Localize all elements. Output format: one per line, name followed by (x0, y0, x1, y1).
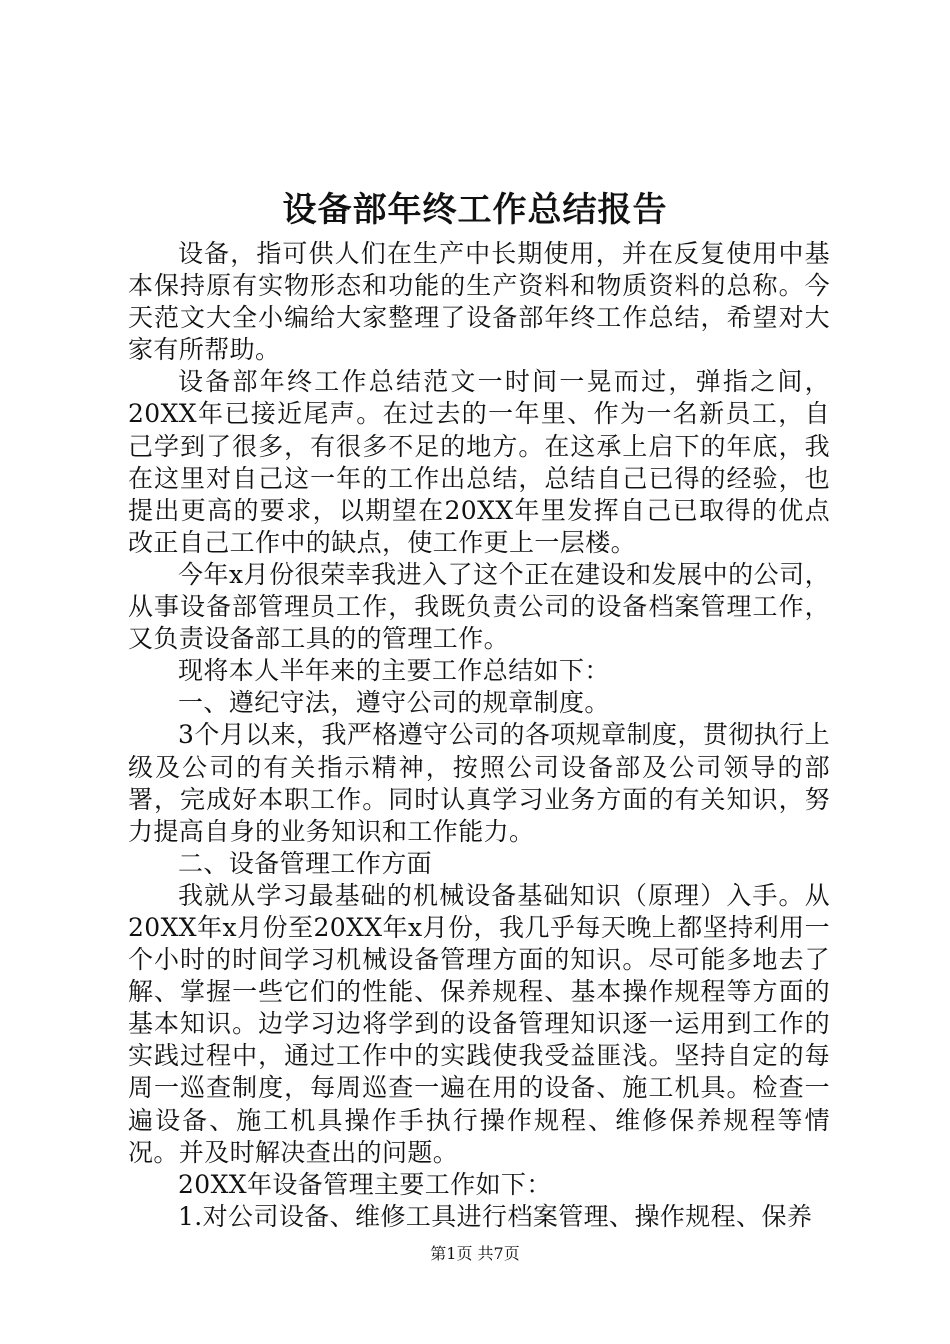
section-heading: 一、遵纪守法，遵守公司的规章制度。 (178, 688, 610, 718)
paragraph: 今年x月份很荣幸我进入了这个正在建设和发展中的公司，从事设备部管理员工作，我既负责公司的设备档案管理工作，又负责设备部工具的的管理工作。 (128, 559, 830, 654)
paragraph: 设备部年终工作总结范文一时间一晃而过，弹指之间，20XX年已接近尾声。在过去的一年里、作为一名新员工，自己学到了很多，有很多不足的地方。在这承上启下的年底，我在这里对自己这一年的工作出总结，总结自己已得的经验，也提出更高的要求，以期望在20XX年里发挥自己已取得的优点改正自己工作中的缺点，使工作更上一层楼。 (128, 367, 830, 557)
paragraph: 3个月以来，我严格遵守公司的各项规章制度，贯彻执行上级及公司的有关指示精神，按照公司设备部及公司领导的部署，完成好本职工作。同时认真学习业务方面的有关知识，努力提高自身的业务知识和工作能力。 (128, 720, 830, 846)
document-title: 设备部年终工作总结报告 (282, 190, 668, 230)
paragraph: 现将本人半年来的主要工作总结如下： (178, 656, 610, 686)
page-number-footer: 第1页 共7页 (430, 1244, 520, 1263)
paragraph: 20XX年设备管理主要工作如下： (178, 1169, 552, 1199)
document-body (128, 238, 830, 1233)
paragraph: 我就从学习最基础的机械设备基础知识（原理）入手。从20XX年x月份至20XX年x月份，我几乎每天晚上都坚持利用一个小时的时间学习机械设备管理方面的知识。尽可能多地去了解、掌握一些它们的性能、保养规程、基本操作规程等方面的基本知识。边学习边将学到的设备管理知识逐一运用到工作的实践过程中，通过工作中的实践使我受益匪浅。坚持自定的每周一巡查制度，每周巡查一遍在用的设备、施工机具。检查一遍设备、施工机具操作手执行操作规程、维修保养规程等情况。并及时解决查出的问题。 (128, 880, 830, 1167)
paragraph: 1.对公司设备、维修工具进行档案管理、操作规程、保养 (178, 1201, 813, 1231)
section-heading: 二、设备管理工作方面 (178, 848, 433, 878)
paragraph: 设备，指可供人们在生产中长期使用，并在反复使用中基本保持原有实物形态和功能的生产资料和物质资料的总称。今天范文大全小编给大家整理了设备部年终工作总结，希望对大家有所帮助。 (128, 239, 830, 365)
